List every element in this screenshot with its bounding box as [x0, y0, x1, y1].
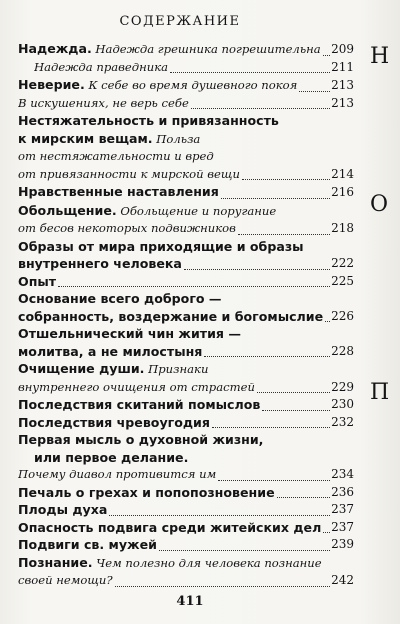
dot-leader	[299, 90, 330, 92]
entry-description: от привязанности к мирской вещи	[18, 166, 240, 181]
entry-title: к мирским вещам.	[18, 130, 153, 146]
entry-title-line: Первая мысль о духовной жизни,	[18, 432, 264, 447]
dot-leader	[238, 233, 330, 235]
entry-description: внутреннего очищения от страстей	[18, 379, 255, 394]
page-ref: 230	[331, 397, 354, 411]
entry-title: Нравственные наставления	[18, 184, 219, 199]
toc-entry	[18, 290, 354, 325]
dot-leader	[159, 549, 330, 551]
entry-title: собранность, воздержание и богомыслие	[18, 308, 324, 324]
toc-entry	[18, 40, 354, 59]
toc-entry	[18, 484, 354, 502]
toc-entry	[18, 202, 354, 238]
dot-leader	[218, 479, 330, 481]
entry-subtitle: Надежда грешника погрешительна	[91, 42, 321, 56]
dot-leader	[204, 355, 330, 357]
entry-title: Опасность подвига среди житейских дел	[18, 519, 322, 535]
entry-subtitle: Обольщение и поругание	[116, 203, 277, 218]
entry-title: внутреннего человека	[18, 256, 182, 271]
toc-entry	[18, 183, 354, 202]
entry-title: Обольщение.	[18, 202, 117, 218]
entry-description: своей немощи?	[18, 573, 113, 587]
entry-subtitle: К себе во время душевного покоя	[84, 78, 298, 92]
page-ref: 236	[331, 484, 354, 499]
entry-subtitle: Почему диавол противится им	[18, 467, 217, 481]
entry-title-line: Образы от мира приходящие и образы	[18, 238, 304, 254]
entry-title: или первое делание.	[34, 449, 189, 465]
entry-title-line: Отшельнический чин жития —	[18, 326, 241, 341]
toc-entry	[18, 501, 354, 519]
page-ref: 239	[331, 537, 354, 551]
entry-title: Опыт	[18, 273, 57, 289]
page-ref: 226	[331, 308, 354, 323]
entry-subtitle: В искушениях, не верь себе	[18, 95, 189, 110]
page-ref: 234	[331, 467, 354, 481]
table-of-contents	[18, 40, 354, 590]
page-ref: 213	[331, 95, 354, 110]
entry-title: Печаль о грехах и попопозновение	[18, 484, 275, 500]
toc-entry	[18, 414, 354, 432]
toc-entry	[18, 95, 354, 113]
toc-entry	[18, 396, 354, 414]
toc-entry	[18, 59, 354, 77]
entry-subtitle: Чем полезно для человека познание	[92, 555, 322, 570]
entry-description: от нестяжательности и вред	[18, 149, 214, 163]
dot-leader	[323, 54, 330, 56]
entry-title: Подвиги св. мужей	[18, 537, 157, 552]
entry-title: Познание.	[18, 554, 93, 570]
toc-entry	[18, 325, 354, 360]
page-ref: 218	[331, 221, 354, 235]
toc-entry	[18, 273, 354, 291]
page-ref: 214	[331, 166, 354, 181]
page-ref: 211	[331, 59, 354, 74]
section-letter: П	[370, 380, 390, 405]
page-number: 411	[176, 594, 204, 609]
toc-entry	[18, 360, 354, 396]
dot-leader	[257, 391, 330, 393]
toc-entry	[18, 76, 354, 95]
toc-entry	[18, 112, 354, 183]
section-letter: Н	[370, 44, 390, 69]
dot-leader	[212, 426, 330, 428]
page-ref: 225	[331, 273, 354, 288]
dot-leader	[109, 514, 330, 516]
dot-leader	[184, 268, 330, 270]
page-ref: 216	[331, 185, 354, 199]
page-ref: 222	[331, 256, 354, 270]
page-ref: 237	[331, 519, 354, 534]
page-ref: 237	[331, 502, 354, 516]
dot-leader	[262, 409, 330, 411]
page-ref: 229	[331, 379, 354, 394]
entry-description: от бесов некоторых подвижников	[18, 221, 236, 235]
entry-title: Надежда.	[18, 41, 92, 56]
dot-leader	[115, 585, 330, 587]
dot-leader	[242, 178, 330, 180]
entry-title: Очищение души.	[18, 361, 145, 376]
page-ref: 213	[331, 78, 354, 92]
page-ref: 228	[331, 343, 354, 358]
dot-leader	[323, 531, 330, 533]
entry-title: Последствия скитаний помыслов	[18, 397, 261, 412]
entry-title-line: Основание всего доброго —	[18, 291, 222, 306]
dot-leader	[58, 285, 330, 287]
entry-title: Плоды духа	[18, 502, 108, 517]
dot-leader	[191, 107, 330, 109]
toc-entry	[18, 536, 354, 554]
entry-title: молитва, а не милостыня	[18, 343, 203, 359]
dot-leader	[277, 496, 330, 498]
entry-title: Неверие.	[18, 77, 85, 92]
page-header: СОДЕРЖАНИЕ	[119, 14, 241, 29]
dot-leader	[221, 197, 330, 199]
page-ref: 209	[331, 42, 354, 56]
entry-subtitle: Польза	[152, 131, 201, 146]
entry-subtitle: Надежда праведника	[34, 59, 169, 74]
entry-subtitle: Признаки	[144, 362, 209, 376]
toc-entry	[18, 238, 354, 273]
dot-leader	[170, 71, 330, 73]
toc-entry	[18, 431, 354, 484]
toc-entry	[18, 519, 354, 537]
dot-leader	[325, 320, 330, 322]
page-ref: 232	[331, 414, 354, 429]
entry-title-line: Нестяжательность и привязанность	[18, 113, 279, 128]
section-letter: О	[370, 192, 389, 217]
toc-entry	[18, 554, 354, 590]
entry-title: Последствия чревоугодия	[18, 414, 210, 430]
page-ref: 242	[331, 573, 354, 587]
